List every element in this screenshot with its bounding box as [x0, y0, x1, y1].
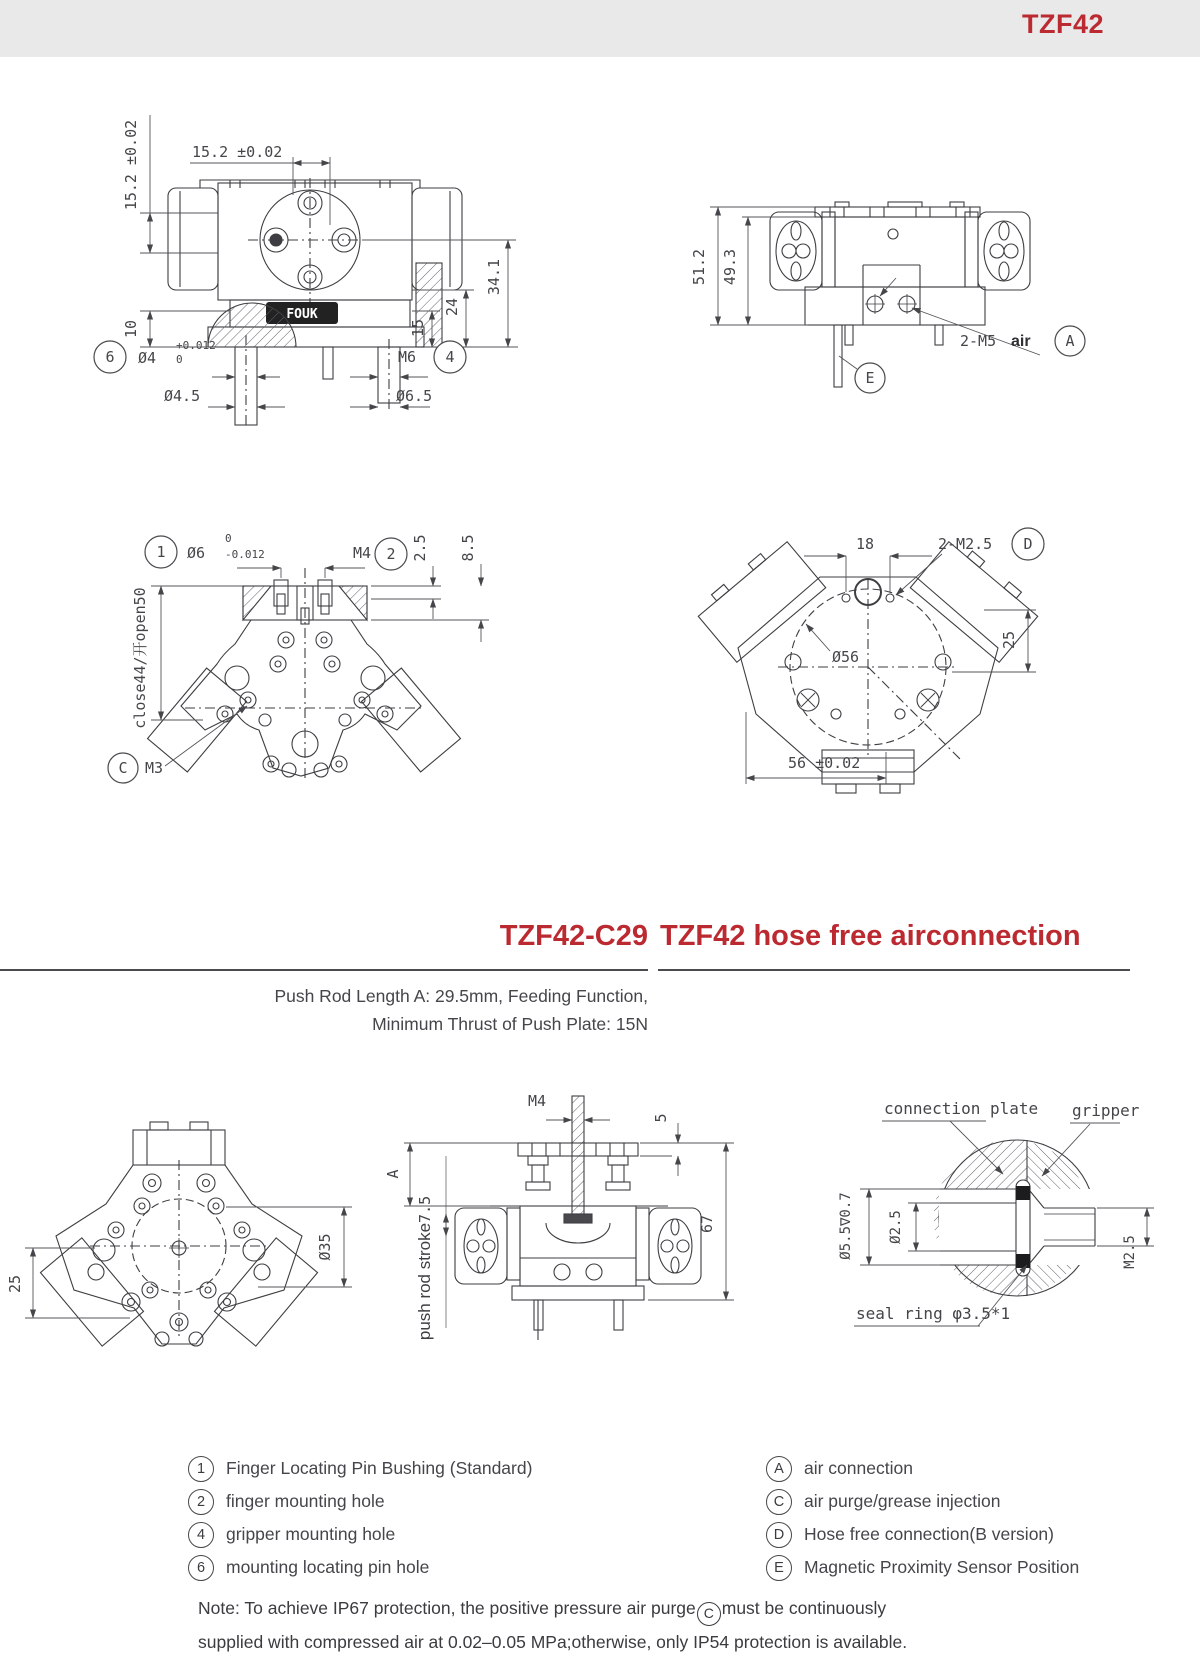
front-dia45: Ø4.5	[164, 387, 201, 405]
section-title-c29: TZF42-C29	[499, 920, 648, 952]
front-dim-top: 15.2 ±0.02	[192, 143, 283, 161]
sec-stroke-text: push rod stroke	[415, 1222, 434, 1341]
gripper-face-drawing	[0, 1040, 355, 1340]
sec-m4: M4	[528, 1092, 547, 1110]
bottom-dim-2-5: 2.5	[411, 534, 429, 562]
gface-dim-25: 25	[6, 1274, 24, 1294]
sec-dim-67: 67	[698, 1214, 716, 1234]
side-2m5-label: 2-M5	[960, 332, 997, 350]
detail-view-drawing	[790, 1028, 1195, 1333]
sec-stroke-value: 7.5	[416, 1195, 434, 1223]
legend-key-badge: E	[766, 1555, 792, 1581]
bottom-open-close: close44/开open50	[131, 587, 149, 729]
bottom-dia6-tol-dn: -0.012	[225, 548, 265, 561]
ip-note-suffix: must be continuously	[721, 1598, 887, 1618]
front-dim-15: 15	[409, 318, 427, 338]
bottom-view-dimensions	[151, 564, 489, 766]
bottom-dim-8-5: 8.5	[459, 534, 477, 562]
legend-key-badge: A	[766, 1456, 792, 1482]
legend-item-label: gripper mounting hole	[226, 1524, 396, 1544]
section-view-geometry	[455, 1096, 701, 1340]
legend-key-badge: D	[766, 1522, 792, 1548]
side-view-geometry	[770, 202, 1030, 387]
legend-numbered	[188, 1452, 532, 1584]
legend-item	[188, 1518, 532, 1551]
detail-m25: M2.5	[1122, 1235, 1138, 1269]
legend-item	[188, 1452, 532, 1485]
detail-dia25: Ø2.5	[888, 1210, 904, 1244]
side-air-label: air	[1011, 333, 1031, 350]
circled-c-icon: C	[697, 1602, 721, 1626]
rule-right	[658, 969, 1130, 971]
face-dia56: Ø56	[832, 648, 860, 666]
sec-dim-a: A	[384, 1169, 402, 1179]
balloon-1-label: 1	[156, 543, 166, 561]
legend-item-label: Finger Locating Pin Bushing (Standard)	[226, 1458, 533, 1478]
bottom-dia6-tol-up: 0	[225, 532, 232, 545]
legend-key-badge: 4	[188, 1522, 214, 1548]
legend-key-badge: 1	[188, 1456, 214, 1482]
legend-item	[766, 1551, 1079, 1584]
balloon-e-label: E	[865, 369, 875, 387]
legend-item	[766, 1518, 1079, 1551]
front-dim-10: 10	[122, 319, 140, 339]
detail-gripper-label: gripper	[1072, 1101, 1140, 1120]
c29-subtitle-line1: Push Rod Length A: 29.5mm, Feeding Function,	[274, 986, 648, 1006]
balloon-d-label: D	[1023, 535, 1033, 553]
face-dim-25: 25	[1000, 630, 1018, 650]
legend-lettered	[766, 1452, 1079, 1584]
face-view-drawing	[650, 452, 1120, 802]
legend-key-badge: C	[766, 1489, 792, 1515]
bottom-m3: M3	[145, 759, 164, 777]
gripper-face-geometry	[40, 1122, 317, 1346]
front-dia4-tol-up: +0.012	[176, 339, 216, 352]
balloon-a-label: A	[1065, 332, 1075, 350]
face-dim-18: 18	[856, 535, 875, 553]
front-dim-34-1: 34.1	[485, 258, 503, 296]
sec-stroke-label	[415, 1196, 434, 1340]
ip-note-line1	[198, 1592, 1078, 1626]
front-dim-24: 24	[443, 297, 461, 317]
bottom-dia6: Ø6	[187, 544, 206, 562]
detail-seal-ring-label: seal ring φ3.5*1	[856, 1304, 1011, 1323]
page-title: TZF42	[1021, 9, 1104, 39]
legend-item	[766, 1452, 1079, 1485]
face-m2-5: 2-M2.5	[938, 535, 993, 553]
front-dia4: Ø4	[138, 349, 157, 367]
gface-dia35: Ø35	[316, 1233, 334, 1261]
legend-item-label: Hose free connection(B version)	[804, 1524, 1054, 1544]
legend-key-badge: 6	[188, 1555, 214, 1581]
balloon-c-label: C	[118, 759, 128, 777]
side-dim-51-2: 51.2	[690, 248, 708, 286]
front-logo: FOUK	[286, 307, 318, 322]
legend-item-label: Magnetic Proximity Sensor Position	[804, 1557, 1080, 1577]
section-title-hosefree: TZF42 hose free airconnection	[660, 920, 1081, 952]
detail-connection-plate-label: connection plate	[884, 1099, 1039, 1118]
front-view-drawing	[80, 95, 550, 425]
gripper-face-dimensions	[25, 1207, 352, 1318]
front-m6: M6	[398, 348, 417, 366]
balloon-4-label: 4	[445, 348, 455, 366]
rule-left	[0, 969, 648, 971]
legend-item-label: air connection	[804, 1458, 913, 1478]
legend-item	[766, 1485, 1079, 1518]
detail-view-geometry	[934, 1140, 1097, 1296]
legend-item	[188, 1551, 532, 1584]
legend-item-label: air purge/grease injection	[804, 1491, 1001, 1511]
ip-note	[198, 1592, 1078, 1659]
face-dim-56: 56 ±0.02	[788, 754, 861, 772]
bottom-view-geometry	[148, 568, 461, 780]
balloon-2-label: 2	[386, 545, 396, 563]
ip-note-line2: supplied with compressed air at 0.02–0.05 MPa;otherwise, only IP54 protection is available.	[198, 1631, 908, 1652]
c29-subtitle-line2: Minimum Thrust of Push Plate: 15N	[372, 1014, 648, 1034]
balloon-6-label: 6	[105, 348, 115, 366]
bottom-m4: M4	[353, 544, 372, 562]
front-dim-left: 15.2 ±0.02	[122, 119, 140, 211]
side-view-drawing	[630, 150, 1120, 410]
legend-item-label: mounting locating pin hole	[226, 1557, 430, 1577]
front-dia65: Ø6.5	[396, 387, 433, 405]
legend-key-badge: 2	[188, 1489, 214, 1515]
section-view-drawing	[360, 1028, 745, 1340]
header-band	[0, 0, 1200, 57]
ip-note-prefix: Note: To achieve IP67 protection, the positive pressure air purge	[198, 1598, 696, 1618]
sec-dim-5: 5	[652, 1113, 670, 1123]
bottom-view-drawing	[85, 468, 525, 783]
legend-item-label: finger mounting hole	[226, 1491, 385, 1511]
front-dia4-tol-dn: 0	[176, 353, 183, 366]
side-dim-49-3: 49.3	[721, 248, 739, 286]
legend-item	[188, 1485, 532, 1518]
detail-dia55: Ø5.5∇0.7	[838, 1192, 854, 1260]
